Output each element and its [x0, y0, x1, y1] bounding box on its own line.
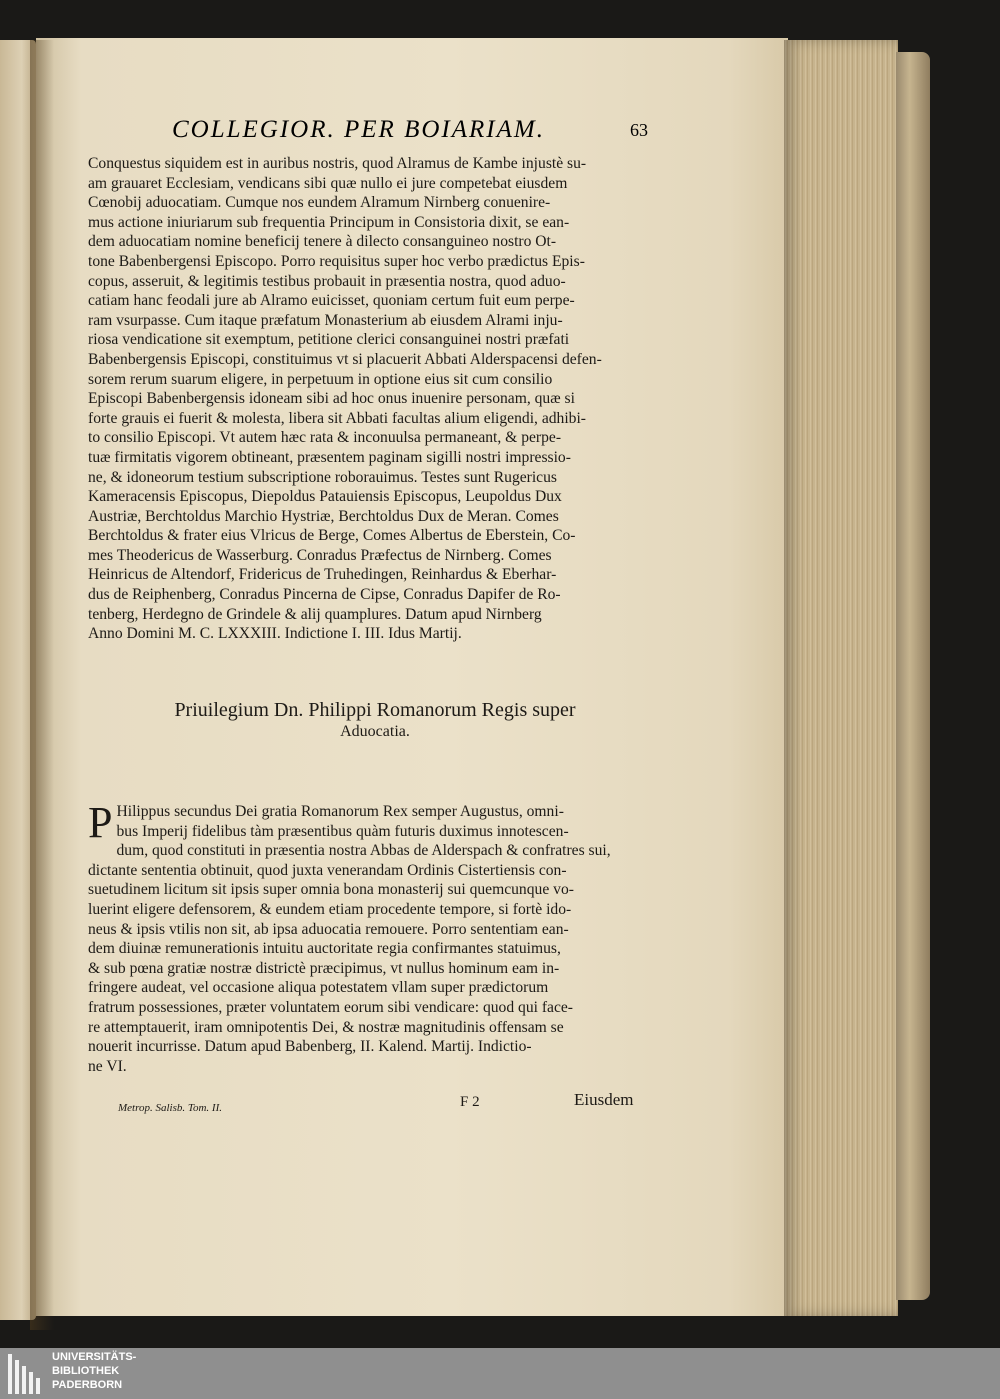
text-line: Austriæ, Berchtoldus Marchio Hystriæ, Berchtoldus Dux de Meran. Comes — [88, 507, 559, 525]
text-line: ne VI. — [88, 1057, 127, 1075]
heading-line-1: Priuilegium Dn. Philippi Romanorum Regis super — [174, 699, 576, 721]
text-line: dictante sententia obtinuit, quod juxta venerandam Ordinis Cistertiensis con- — [88, 861, 567, 879]
text-line: copus, asseruit, & legitimis testibus probauit in præsentia nostra, quod aduo- — [88, 272, 566, 290]
text-line: Kameracensis Episcopus, Diepoldus Patauiensis Episcopus, Leupoldus Dux — [88, 488, 562, 506]
text-line: catiam hanc feodali jure ab Alramo euicisset, quoniam certum fuit eum perpe- — [88, 292, 575, 310]
book-cover-edge — [896, 52, 930, 1300]
text-line: suetudinem licitum sit ipsis super omnia bona monasterij sui quemcunque vo- — [88, 881, 574, 899]
text-line: Heinricus de Altendorf, Fridericus de Truhedingen, Reinhardus & Eberhar- — [88, 566, 557, 584]
text-line: Anno Domini M. C. LXXXIII. Indictione I. III. Idus Martij. — [88, 625, 462, 643]
charter-text — [88, 154, 648, 644]
text-line: & sub pœna gratiæ nostræ districtè præcipimus, vt nullus hominum eam in- — [88, 959, 560, 977]
text-line: dem diuinæ remunerationis intuitu auctoritate regia confirmantes statuimus, — [88, 940, 561, 958]
text-line: sorem rerum suarum eligere, in perpetuum in optione eius sit cum consilio — [88, 370, 553, 388]
running-title: COLLEGIOR. PER BOIARIAM. — [172, 116, 545, 143]
text-line: ne, & idoneorum testium subscriptione roborauimus. Testes sunt Rugericus — [88, 468, 557, 486]
text-line: Episcopi Babenbergensis idoneam sibi ad hoc onus inuenire personam, quæ si — [88, 390, 575, 408]
privilege-text — [88, 798, 648, 1076]
running-head — [172, 116, 648, 150]
text-line: tenberg, Herdegno de Grindele & alij quamplures. Datum apud Nirnberg — [88, 605, 542, 623]
text-line: tuæ firmitatis vigorem obtineant, præsentem paginam sigilli nostri impressio- — [88, 448, 571, 466]
text-line: am grauaret Ecclesiam, vendicans sibi quæ nullo ei jure competebat eiusdem — [88, 174, 568, 192]
text-line: Conquestus siquidem est in auribus nostris, quod Alramus de Kambe injustè su- — [88, 155, 587, 172]
text-line: fratrum possessiones, præter voluntatem eorum sibi vendicare: quod qui face- — [88, 998, 574, 1016]
footer-volume-note: Metrop. Salisb. Tom. II. — [118, 1102, 222, 1114]
text-line: dem aduocatiam nomine beneficij tenere à dilecto consanguineo nostro Ot- — [88, 233, 557, 251]
page-number: 63 — [630, 120, 648, 140]
text-line: tone Babenbergensi Episcopo. Porro requisitus super hoc verbo prædictus Epis- — [88, 252, 585, 270]
text-line: fringere audeat, vel occasione aliqua potestatem vllam super prædictorum — [88, 979, 549, 997]
text-line: riosa vendicatione sit exemptum, petitione clerici consanguinei nostri præfati — [88, 331, 570, 349]
drop-cap: P — [88, 798, 113, 847]
text-line: dus de Reiphenberg, Conradus Pincerna de Cipse, Conradus Dapifer de Ro- — [88, 586, 561, 604]
signature-mark: F 2 — [460, 1094, 480, 1110]
library-name-line-3: PADERBORN — [52, 1379, 123, 1391]
text-line: to consilio Episcopi. Vt autem hæc rata & inconuulsa permaneant, & perpe- — [88, 429, 562, 447]
book-gutter — [30, 40, 54, 1330]
heading-line-2: Aduocatia. — [340, 723, 410, 740]
text-line: Cœnobij aduocatiam. Cumque nos eundem Alramum Nirnberg conuenire- — [88, 194, 551, 212]
library-name-line-2: BIBLIOTHEK — [52, 1365, 120, 1377]
text-line: neus & ipsis vtilis non sit, ab ipsa aduocatia remouere. Porro sententiam ean- — [88, 920, 569, 938]
text-line: mus actione iniuriarum sub frequentia Principum in Consistoria dixit, se ean- — [88, 213, 570, 231]
library-footer-bar — [0, 1348, 1000, 1399]
library-name — [52, 1350, 136, 1392]
catchword: Eiusdem — [574, 1090, 634, 1109]
text-line: Babenbergensis Episcopi, constituimus vt si placuerit Abbati Alderspacensi defen- — [88, 350, 602, 368]
section-heading — [100, 698, 650, 742]
library-name-line-1: UNIVERSITÄTS- — [52, 1351, 137, 1363]
text-line: dum, quod constituti in præsentia nostra Abbas de Alderspach & confratres sui, — [116, 842, 611, 860]
text-line: bus Imperij fidelibus tàm præsentibus quàm futuris duximus innotescen- — [116, 822, 569, 840]
library-logo-icon — [8, 1354, 46, 1394]
text-line: re attemptauerit, iram omnipotentis Dei, & nostræ magnitudinis offensam se — [88, 1018, 564, 1036]
page-edges — [784, 40, 898, 1316]
text-line: mes Theodericus de Wasserburg. Conradus Præfectus de Nirnberg. Comes — [88, 546, 552, 564]
text-line: forte grauis ei fuerit & molesta, libera sit Abbati facultas alium eligendi, adhibi- — [88, 409, 586, 427]
text-line: Berchtoldus & frater eius Vlricus de Berge, Comes Albertus de Eberstein, Co- — [88, 527, 576, 545]
text-line: nouerit incurrisse. Datum apud Babenberg, II. Kalend. Martij. Indictio- — [88, 1038, 532, 1056]
text-line: luerint eligere defensorem, & eundem etiam procedente tempore, si fortè ido- — [88, 900, 572, 918]
text-line: ram vsurpasse. Cum itaque præfatum Monasterium ab eiusdem Alrami inju- — [88, 311, 563, 329]
text-line: Hilippus secundus Dei gratia Romanorum Rex semper Augustus, omni- — [116, 803, 564, 820]
